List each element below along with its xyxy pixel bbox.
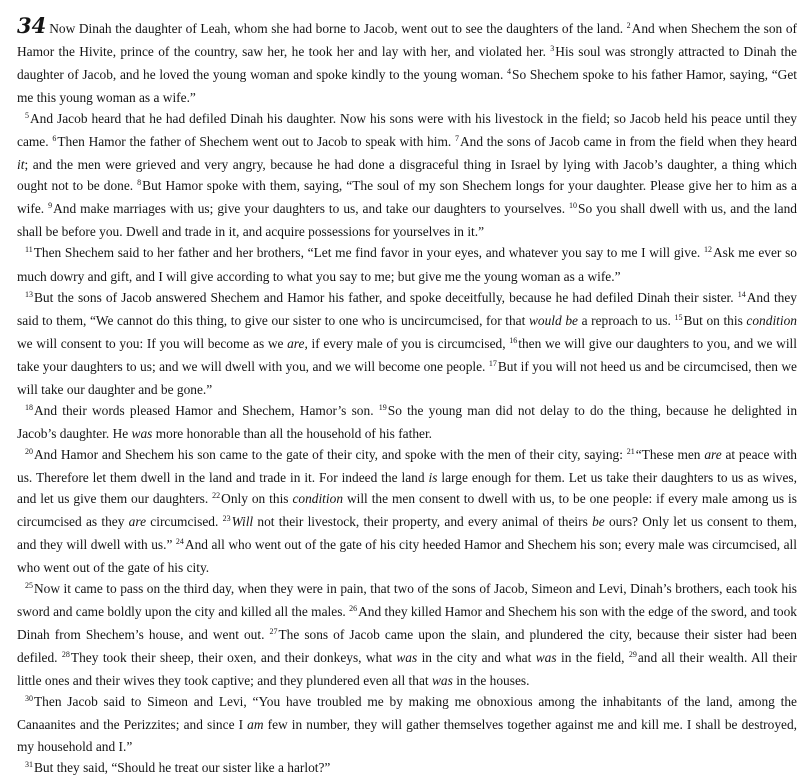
verse-number: 29 (628, 650, 637, 660)
verse-text: circumcised. (146, 514, 223, 530)
verse-text: Then Jacob said to Simeon and Levi, “You have troubled me by making me obnoxious among the inhabitants of the land, among the Canaanites and the Perizzites; and since I (17, 694, 797, 733)
verse-text: Now Dinah the daughter of Leah, whom she had borne to Jacob, went out to see the daughters of the land. (49, 21, 627, 36)
verse-text: Then Hamor the father of Shechem went out to Jacob to speak with him. (57, 134, 455, 150)
verse-text: The sons of Jacob came upon the slain, and plundered the city, because their sister had been defiled. (17, 627, 797, 666)
verse-text: then we will give our daughters to you, and we will take your daughters to us; and we will dwell with you, and we will become one people. (17, 335, 797, 374)
verse-text: Ask me ever so much dowry and gift, and I will give according to what you say to me; but give me the young woman as a wife.” (17, 245, 797, 284)
verse-number: 8 (137, 178, 142, 188)
verse-text: His soul was strongly attracted to Dinah the daughter of Jacob, and he loved the young woman and spoke kindly to the young woman. (17, 44, 797, 83)
verse-number: 16 (509, 335, 518, 345)
paragraph (17, 287, 797, 400)
verse-text: And they killed Hamor and Shechem his son with the edge of the sword, and took Dinah from Shechem’s house, and went out. (17, 604, 797, 643)
italic-text: it (17, 157, 25, 173)
verse-number: 28 (61, 650, 70, 660)
verse-number: 24 (175, 537, 184, 547)
italic-text: was (432, 673, 453, 689)
verse-text: But on this (683, 312, 747, 328)
verse-text: But if you will not heed us and be circumcised, then we will take our daughter and be gone.” (17, 358, 798, 397)
verse-text: And the sons of Jacob came in from the field when they heard (459, 134, 797, 150)
verse-number: 21 (626, 446, 635, 456)
paragraph (17, 578, 797, 691)
verse-text: So you shall dwell with us, and the land shall be before you. Dwell and trade in it, and acquire possessions for yourselves in it.” (17, 201, 797, 240)
verse-text: So the young man did not delay to do the thing, because he delighted in Jacob’s daughter. He (17, 402, 798, 441)
verse-number: 4 (507, 67, 511, 77)
verse-text: “These men (635, 446, 705, 462)
italic-text: was (131, 425, 153, 441)
verse-text: at peace with us. Therefore let them dwell in the land and trade in it. For indeed the land (17, 446, 798, 485)
verse-text: And their words pleased Hamor and Shechem, Hamor’s son. (34, 402, 379, 418)
italic-text: was (535, 650, 557, 666)
verse-text: in the field, (556, 650, 629, 666)
verse-number: 27 (269, 627, 278, 637)
verse-number: 3 (550, 44, 555, 54)
verse-number: 18 (25, 402, 33, 412)
verse-text: But the sons of Jacob answered Shechem and Hamor his father, and spoke deceitfully, because he had defiled Dinah their sister. (34, 289, 738, 305)
italic-text: Will (231, 514, 254, 530)
verse-text: will the men consent to dwell with us, to be one people: if every male among us is circumcised as they (17, 490, 797, 530)
verse-text: And when Shechem the son of Hamor the Hivite, prince of the country, saw her, he took her and lay with her, and violated her. (17, 21, 797, 60)
paragraph (17, 108, 797, 242)
verse-text: And they said to them, “We cannot do this thing, to give our sister to one who is uncircumcised, for that (17, 289, 797, 328)
paragraph (17, 691, 797, 756)
verse-text: a reproach to us. (577, 312, 675, 328)
verse-number: 9 (48, 201, 53, 211)
chapter-number: 34 (17, 13, 47, 38)
italic-text: condition (292, 490, 344, 506)
verse-number: 30 (25, 694, 33, 704)
verse-text: in the city and what (417, 650, 536, 666)
verse-text: if every male of you is circumcised, (307, 335, 510, 351)
verse-text: Only on this (221, 490, 293, 506)
italic-text: condition (746, 312, 798, 328)
verse-number: 22 (212, 490, 221, 500)
verse-number: 23 (222, 514, 231, 524)
verse-number: 19 (378, 402, 387, 412)
verse-text: and all their wealth. All their little ones and their wives they took captive; and they plundered even all that (17, 650, 797, 689)
verse-number: 7 (454, 134, 459, 144)
paragraph (17, 400, 797, 444)
verse-text: few in number, they will gather themselves together against me and kill me. I shall be destroyed, my household and I.” (17, 717, 797, 754)
verse-text: more honorable than all the household of his father. (152, 425, 433, 441)
verse-text: And Jacob heard that he had defiled Dinah his daughter. Now his sons were with his livestock in the field; so Jacob held his peace until they came. (17, 111, 797, 150)
paragraph (17, 13, 797, 108)
verse-number: 11 (25, 245, 33, 255)
verse-text: But they said, “Should he treat our sister like a harlot?” (34, 759, 331, 775)
verse-number: 26 (349, 604, 358, 614)
verse-text: not their livestock, their property, and every animal of theirs (253, 514, 593, 530)
verse-number: 6 (52, 134, 57, 144)
verse-number: 10 (569, 201, 578, 211)
verse-text: So Shechem spoke to his father Hamor, saying, “Get me this young woman as a wife.” (17, 67, 797, 106)
chapter-text (17, 13, 798, 780)
italic-text: was (396, 650, 418, 666)
italic-text: be (592, 514, 605, 530)
verse-number: 25 (25, 581, 33, 591)
verse-number: 13 (25, 289, 33, 299)
verse-text: ; and the men were grieved and very angry, because he had done a disgraceful thing in Israel by lying with Jacob’s daughter, a thing which ought not to be done. (17, 157, 797, 194)
italic-text: am (247, 717, 264, 733)
italic-text: would be (528, 312, 578, 328)
paragraph (17, 444, 797, 578)
verse-text: we will consent to you: If you will become as we (17, 335, 288, 351)
verse-number: 5 (25, 111, 29, 121)
paragraph (17, 242, 797, 286)
verse-number: 12 (703, 245, 712, 255)
verse-number: 2 (626, 21, 631, 30)
italic-text: is (428, 469, 438, 485)
verse-text: Then Shechem said to her father and her brothers, “Let me find favor in your eyes, and whatever you say to me I will give. (33, 245, 704, 261)
verse-text: They took their sheep, their oxen, and their donkeys, what (70, 650, 397, 666)
paragraph (17, 757, 797, 780)
italic-text: are, (287, 335, 308, 351)
verse-number: 14 (737, 289, 746, 299)
verse-number: 17 (488, 358, 497, 368)
verse-text: And make marriages with us; give your daughters to us, and take our daughters to yourselves. (53, 201, 570, 217)
italic-text: are (128, 514, 147, 530)
verse-text: And Hamor and Shechem his son came to the gate of their city, and spoke with the men of their city, saying: (34, 446, 627, 462)
verse-number: 31 (25, 759, 33, 769)
verse-text: large enough for them. Let us take their daughters to us as wives, and let us give them our daughters. (17, 469, 797, 506)
verse-number: 20 (25, 446, 33, 456)
verse-number: 15 (674, 312, 683, 322)
verse-text: But Hamor spoke with them, saying, “The soul of my son Shechem longs for your daughter. Please give her to him as a wife. (17, 178, 797, 217)
verse-text: Now it came to pass on the third day, when they were in pain, that two of the sons of Jacob, Simeon and Levi, Dinah’s brothers, each took his sword and came boldly upon the city and killed all the males. (17, 581, 797, 620)
italic-text: are (704, 446, 722, 462)
verse-text: And all who went out of the gate of his city heeded Hamor and Shechem his son; every male was circumcised, all who went out of the gate of his city. (17, 537, 797, 576)
verse-text: ours? Only let us consent to them, and they will dwell with us.” (17, 514, 798, 553)
verse-text: in the houses. (452, 673, 530, 689)
